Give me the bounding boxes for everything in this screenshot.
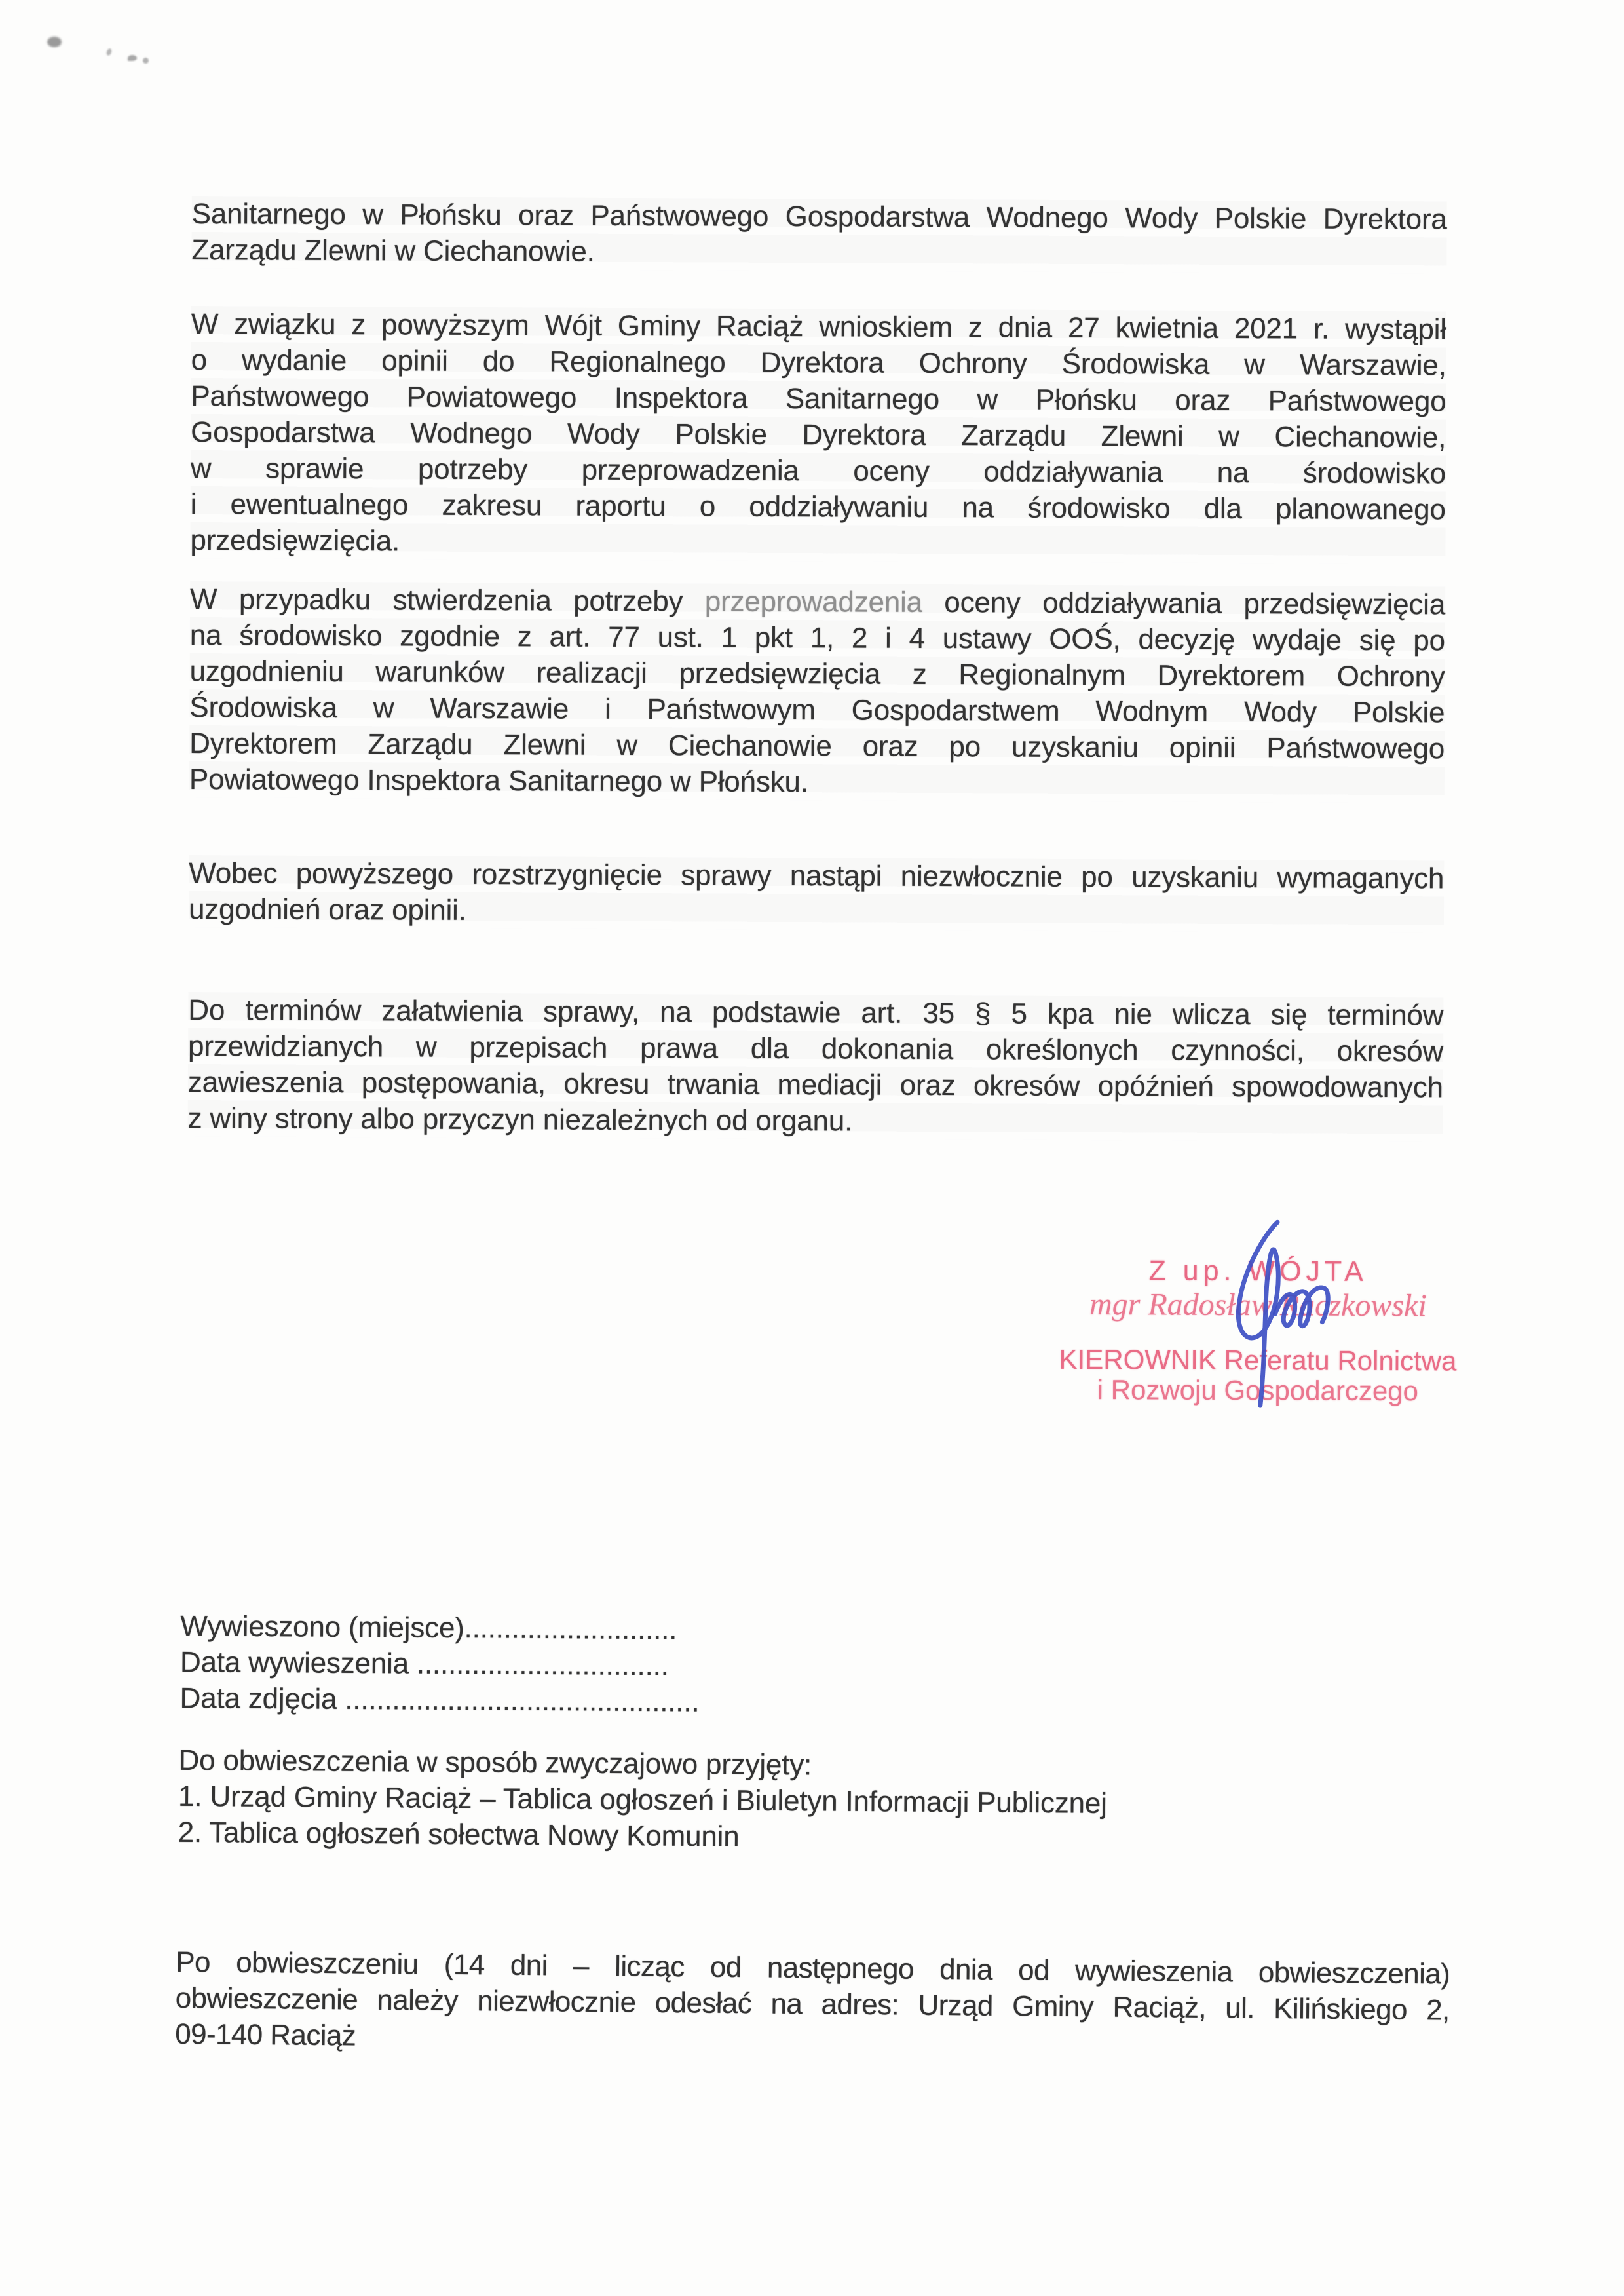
stamp-title-line-1: KIEROWNIK Referatu Rolnictwa [1059, 1343, 1457, 1377]
stamp-title-line-2: i Rozwoju Gospodarczego [1097, 1374, 1419, 1407]
text-line: przewidzianych w przepisach prawa dla dokonania określonych czynności, okresów [188, 1030, 1444, 1068]
stamp-signer-name: mgr Radosław Raczkowski [1089, 1287, 1427, 1324]
text-line: 09-140 Raciąż [175, 2018, 356, 2052]
methods-heading: Do obwieszczenia w sposób zwyczajowo przyjęty: [178, 1744, 812, 1782]
text-line: Sanitarnego w Płońsku oraz Państwowego Gospodarstwa Wodnego Wody Polskie Dyrektora [191, 198, 1447, 236]
text-line: Środowiska w Warszawie i Państwowym Gospodarstwem Wodnym Wody Polskie [189, 691, 1445, 729]
text-line: Powiatowego Inspektora Sanitarnego w Płońsku. [189, 763, 808, 799]
faded-text-span: przeprowadzenia [704, 585, 923, 619]
posting-date-line: Data wywieszenia ................................ [179, 1646, 669, 1682]
posting-record-block [179, 1608, 1097, 1723]
text-line: przedsięwzięcia. [190, 524, 400, 558]
text-span: oceny oddziaływania przedsięwzięcia [922, 586, 1446, 621]
paragraph-deadlines [188, 992, 1444, 1141]
text-line: Po obwieszczeniu (14 dni – licząc od następnego dnia od wywieszenia obwieszczenia) [176, 1945, 1450, 1991]
handwritten-signature-ink [1201, 1214, 1350, 1411]
announcement-methods-block [178, 1742, 1357, 1860]
text-line: obwieszczenie należy niezwłocznie odesłać na adres: Urząd Gminy Raciąż, ul. Kilińskiego 2, [175, 1981, 1450, 2027]
removal-date-line: Data zdjęcia ............................................. [179, 1682, 700, 1718]
text-line: z winy strony albo przyczyn niezależnych od organu. [187, 1102, 853, 1138]
methods-item: 1. Urząd Gminy Raciąż – Tablica ogłoszeń i Biuletyn Informacji Publicznej [178, 1780, 1107, 1820]
text-line: Wobec powyższego rozstrzygnięcie sprawy nastąpi niezwłocznie po uzyskaniu wymaganych [189, 857, 1445, 895]
text-line: o wydanie opinii do Regionalnego Dyrektora Ochrony Środowiska w Warszawie, [191, 344, 1446, 382]
text-line: Dyrektorem Zarządu Zlewni w Ciechanowie oraz po uzyskaniu opinii Państwowego [189, 727, 1445, 765]
text-span: W przypadku stwierdzenia potrzeby [189, 583, 705, 618]
text-line [190, 581, 1445, 622]
paragraph-authorities [191, 196, 1446, 273]
text-line: Państwowego Powiatowego Inspektora Sanitarnego w Płońsku oraz Państwowego [191, 380, 1446, 418]
text-line: uzgodnieniu warunków realizacji przedsięwzięcia z Regionalnym Dyrektorem Ochrony [189, 655, 1445, 693]
methods-item: 2. Tablica ogłoszeń sołectwa Nowy Komunin [178, 1816, 740, 1853]
paragraph-assessment [189, 581, 1445, 803]
text-line: na środowisko zgodnie z art. 77 ust. 1 pkt 1, 2 i 4 ustawy OOŚ, decyzję wydaje się po [189, 619, 1445, 657]
text-line: uzgodnień oraz opinii. [188, 893, 466, 927]
text-line: Zarządu Zlewni w Ciechanowie. [191, 234, 595, 268]
text-line: zawieszenia postępowania, okresu trwania mediacji oraz okresów opóźnień spowodowanych [187, 1066, 1443, 1104]
text-line: i ewentualnego zakresu raportu o oddziaływaniu na środowisko dla planowanego [190, 488, 1446, 526]
paragraph-request [190, 306, 1446, 564]
text-line: Do terminów załatwienia sprawy, na podstawie art. 35 § 5 kpa nie wlicza się terminów [188, 994, 1444, 1032]
posting-place-line: Wywieszono (miejsce)........................... [180, 1610, 677, 1646]
text-line: Gospodarstwa Wodnego Wody Polskie Dyrektora Zarządu Zlewni w Ciechanowie, [191, 416, 1446, 454]
paragraph-resolution [189, 855, 1444, 932]
text-line: W związku z powyższym Wójt Gminy Raciąż wnioskiem z dnia 27 kwietnia 2021 r. wystąpił [191, 308, 1447, 346]
return-instruction-block [175, 1944, 1450, 2065]
stamp-authorization-line: Z up. WÓJTA [1148, 1255, 1368, 1288]
text-line: w sprawie potrzeby przeprowadzenia oceny oddziaływania na środowisko [190, 452, 1446, 490]
